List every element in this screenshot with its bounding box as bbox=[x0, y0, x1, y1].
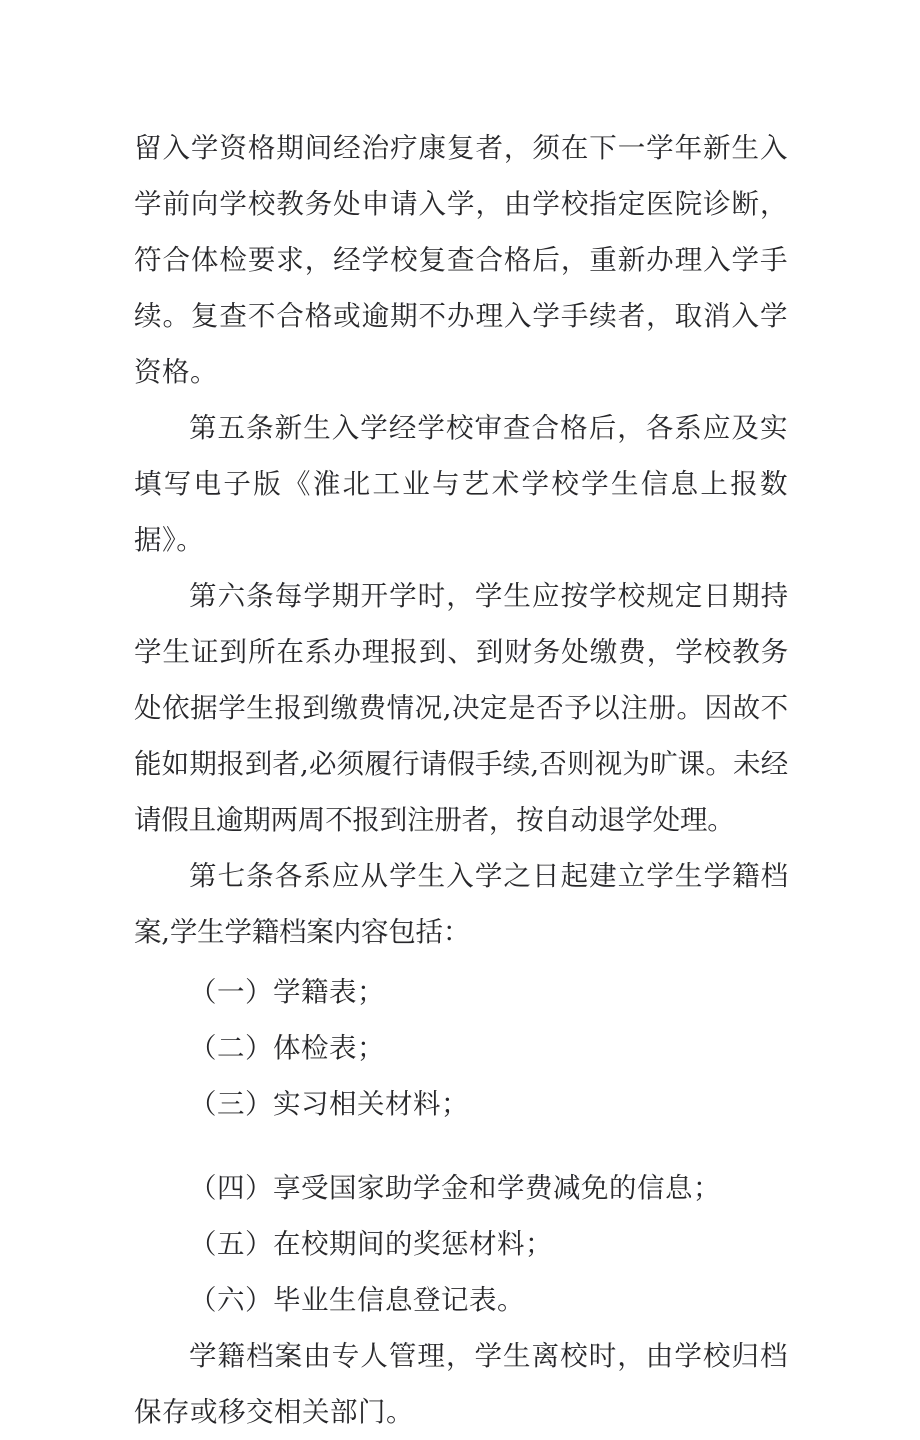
list-item-5-reward-and-punishment-materials: （五）在校期间的奖惩材料； bbox=[189, 1228, 553, 1260]
list-item-2-physical-exam-form: （二）体检表； bbox=[189, 1032, 385, 1064]
paragraph-archive-management-closing: 学籍档案由专人管理，学生离校时，由学校归档保存或移交相关部门。 bbox=[134, 1340, 788, 1428]
paragraph-article-six: 第六条每学期开学时，学生应按学校规定日期持学生证到所在系办理报到、到财务处缴费，学校教务处依据学生报到缴费情况,决定是否予以注册。因故不能如期报到者,必须履行请假手续,否则视为旷课。未经请假且逾期两周不报到注册者，按自动退学处理。 bbox=[134, 580, 788, 836]
paragraph-continued-admission-qualification: 留入学资格期间经治疗康复者，须在下一学年新生入学前向学校教务处申请入学，由学校指定医院诊断，符合体检要求，经学校复查合格后，重新办理入学手续。复查不合格或逾期不办理入学手续者，取消入学资格。 bbox=[134, 132, 788, 388]
list-item-1-student-status-form: （一）学籍表； bbox=[189, 976, 385, 1008]
document-body bbox=[134, 120, 788, 1440]
paragraph-article-seven: 第七条各系应从学生入学之日起建立学生学籍档案,学生学籍档案内容包括： bbox=[134, 860, 788, 948]
list-item-6-graduate-registration-form: （六）毕业生信息登记表。 bbox=[189, 1284, 525, 1316]
list-item-3-internship-materials: （三）实习相关材料； bbox=[189, 1088, 469, 1120]
list-item-4-grant-and-tuition-reduction-info: （四）享受国家助学金和学费减免的信息； bbox=[189, 1172, 721, 1204]
paragraph-article-five: 第五条新生入学经学校审查合格后，各系应及实填写电子版《淮北工业与艺术学校学生信息上报数据》。 bbox=[134, 412, 788, 556]
